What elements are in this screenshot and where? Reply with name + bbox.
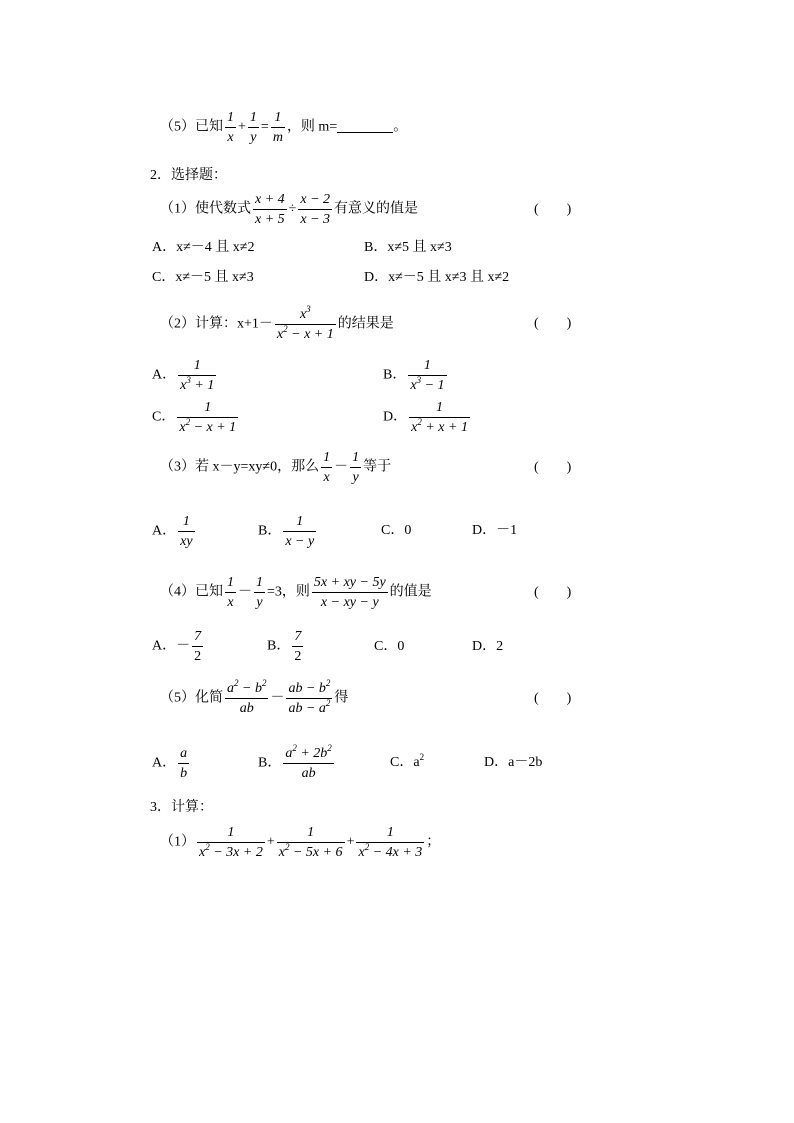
fraction-1-over-x2-plus-x-plus-1: $\frac{1}{x^2 + x + 1}$ [411,400,468,435]
option-label: B． [258,523,282,539]
option-a [152,512,197,551]
answer-paren[interactable]: ( ) [534,691,572,706]
question-stem: （5）化简 [160,690,223,706]
equals-three: =3，则 [267,584,310,600]
fraction-1-over-x3-plus-1: $\frac{1}{x^3 + 1}$ [180,358,215,393]
minus-sign: － [176,638,191,654]
option-label: A． [152,367,177,383]
option-label: B． [364,240,388,255]
option-label: B． [258,755,282,771]
option-b [364,238,452,258]
option-text: 0 [397,639,405,654]
question-number: （1） [160,834,195,850]
question-stem-tail: 有意义的值是 [334,201,419,217]
fraction-1-over-x2-minus-3x-plus-2: $\frac{1}{x^2 - 3x + 2}$ [199,825,263,860]
question-stem: （3）若 x－y=xy≠0，那么 [160,459,320,475]
fraction-1-over-x: $\frac{1}{x}$ [227,110,234,145]
option-text: 0 [404,523,412,538]
question-2-1 [160,190,418,229]
option-label: C． [390,755,414,770]
fraction-1-over-x2-minus-x-plus-1: $\frac{1}{x^2 - x + 1}$ [179,400,237,435]
option-text: a－2b [508,755,543,770]
option-c [374,637,404,657]
fraction-x-minus-2-over-x-minus-3: $\frac{x - 2}{x - 3}$ [300,192,331,227]
fraction-1-over-x2-minus-4x-plus-3: $\frac{1}{x^2 - 4x + 3}$ [358,825,423,860]
option-d [383,398,472,437]
option-d [472,637,503,657]
option-label: A． [152,755,177,771]
fraction-a2-minus-b2-over-ab: $\frac{a^2 - b^2}{ab}$ [227,678,267,716]
option-label: C． [374,639,398,654]
answer-paren[interactable]: ( ) [534,585,572,600]
option-d [472,521,517,541]
plus-sign: + [238,119,246,135]
question-2-3 [160,448,391,487]
option-label: C． [152,409,176,425]
question-stem: （2）计算：x+1－ [160,316,273,332]
fraction-a-over-b: $\frac{a}{b}$ [180,746,188,781]
option-label: D． [383,409,408,425]
period: 。 [393,119,408,135]
option-label: D． [472,639,497,654]
option-d [364,268,509,288]
fraction-7-over-2: $\frac{7}{2}$ [294,629,302,664]
option-a [152,238,255,258]
option-label: A． [152,240,177,255]
question-2-2 [160,305,394,344]
fraction-1-over-x-minus-y: $\frac{1}{x - y}$ [285,514,315,549]
option-label: C． [381,523,405,538]
option-text: x≠－5 且 x≠3 且 x≠2 [388,270,510,285]
question-3-1 [160,823,440,862]
fraction-x-plus-4-over-x-plus-5: $\frac{x + 4}{x + 5}$ [255,192,285,227]
option-a [152,356,218,395]
option-text: 2 [496,639,504,654]
option-b [267,627,305,666]
fraction-1-over-xy: $\frac{1}{xy}$ [180,514,193,549]
option-c [152,268,254,288]
option-label: B． [383,367,407,383]
fraction-1-over-y: $\frac{1}{y}$ [352,450,360,485]
section-2-title: 2．选择题： [150,168,227,183]
option-c [390,753,424,773]
question-2-4 [160,573,432,612]
option-b [258,512,318,551]
fraction-ab-minus-b2-over-ab-minus-a2: $\frac{ab - b^2}{ab - a^2}$ [288,678,331,716]
question-stem: 已知 [195,119,223,135]
option-text: x≠5 且 x≠3 [387,240,452,255]
fraction-1-over-x: $\frac{1}{x}$ [227,575,234,610]
option-d [484,753,542,773]
question-stem-tail: 得 [334,690,349,706]
option-label: B． [267,638,291,654]
option-c [152,398,240,437]
fraction-5x-plus-xy-minus-5y-over-x-minus-xy-minus-y: $\frac{5x + xy - 5y}{x - xy - y}$ [313,575,386,610]
question-2-5 [160,679,348,718]
semicolon: ； [426,834,441,850]
fraction-x3-over-x2-minus-x-plus-1: $\frac{x^3}{x^2 - x + 1}$ [276,304,334,342]
minus-sign: － [334,459,349,475]
fraction-1-over-y: $\frac{1}{y}$ [256,575,263,610]
fraction-a2-plus-2b2-over-ab: $\frac{a^2 + 2b^2}{ab}$ [285,743,332,781]
answer-paren[interactable]: ( ) [534,202,572,217]
option-exponent: 2 [419,752,425,762]
question-stem-tail: ，则 m= [286,119,338,135]
fraction-1-over-x2-minus-5x-plus-6: $\frac{1}{x^2 - 5x + 6}$ [278,825,343,860]
section-3-title: 3．计算： [150,800,213,815]
option-label: C． [152,270,176,285]
minus-sign: － [270,690,285,706]
question-stem-tail: 的值是 [389,584,432,600]
plus-sign: + [266,834,275,850]
option-label: A． [152,523,177,539]
answer-blank[interactable] [337,118,393,133]
option-text: x≠－4 且 x≠2 [176,240,255,255]
question-number: （5） [160,119,195,135]
fraction-1-over-x: $\frac{1}{x}$ [323,450,331,485]
answer-paren[interactable]: ( ) [534,460,572,475]
fraction-1-over-m: $\frac{1}{m}$ [272,110,283,145]
question-stem-tail: 等于 [363,459,392,475]
fraction-1-over-x3-minus-1: $\frac{1}{x^3 - 1}$ [410,358,445,393]
option-a [152,744,191,783]
option-text: x≠－5 且 x≠3 [175,270,254,285]
question-stem: （1）使代数式 [160,201,251,217]
answer-paren[interactable]: ( ) [534,316,572,331]
equals-sign: = [260,119,269,135]
fraction-7-over-2: $\frac{7}{2}$ [194,629,202,664]
option-text: －1 [496,523,518,538]
plus-sign: + [346,834,355,850]
fraction-1-over-y: $\frac{1}{y}$ [249,110,257,145]
option-label: D． [472,523,497,538]
option-label: D． [484,755,509,770]
question-stem-tail: 的结果是 [337,316,394,332]
question-stem: （4）已知 [160,584,223,600]
option-b [258,744,336,783]
divide-sign: ÷ [288,201,297,217]
question-1-5 [160,108,407,147]
option-c [381,521,411,541]
minus-sign: － [238,584,252,600]
option-label: D． [364,270,389,285]
option-text: a [413,755,420,770]
option-b [383,356,449,395]
option-label: A． [152,638,177,654]
option-a [152,627,205,666]
